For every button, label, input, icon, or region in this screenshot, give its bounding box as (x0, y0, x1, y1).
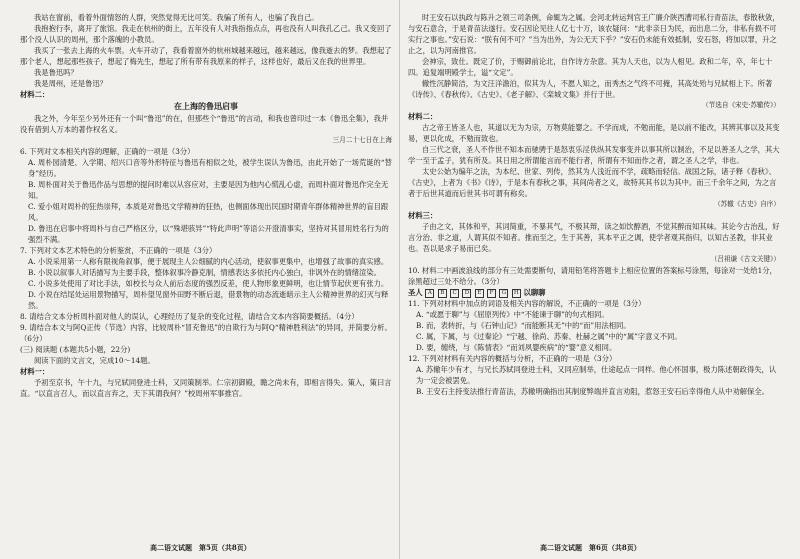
q10-prefix: 圣人 (408, 288, 423, 297)
q10-box[interactable]: A (425, 289, 434, 298)
left-footer: 高二语文试题 第5页（共8页） (150, 543, 251, 552)
reading-intro: 阅读下面的文言文，完成10～14题。 (34, 356, 155, 365)
q10-box[interactable]: C (450, 289, 459, 298)
q7-option: B. 小说以叙事人对话描写为主要手段，整体叙事冷静克制，情感表达多依托内心独白，非讽外在的情绪渲染。 (28, 268, 381, 277)
page-divider (399, 0, 400, 559)
classical-text: 予初至京书，午十九，与兄轼同登进士科，又同策制举。仁宗初御殿，瞻之尚未有，即相言得失。策入，策曰言直。“以直言召人，而以直言弃之，天下其谓我何？”校周州军事推官。 (20, 378, 392, 398)
source-note: （吕祖谦《古文关键》） (710, 255, 780, 263)
question-12: 12. 下列对材料有关内容的概括与分析，不正确的一项是（3分） (408, 354, 617, 363)
question-9: 9. 请结合本文与阿Q正传（节选）内容，比较周朴“冒充鲁迅”的自欺行为与阿Q“精神胜利法”的异同，并简要分析。（6分） (20, 323, 392, 343)
right-page (408, 12, 780, 397)
essay-signature: 三月二十七日在上海 (332, 136, 392, 144)
classical-paragraph: 会神宗，致仕。既定了价，于赐御前论北，自作诗方杂意。其为人天也，以为人相见。政和二年，卒，年七十四。追复端明殿学士，谥“文定”。 (408, 57, 773, 77)
story-paragraph: 我抱抱行李，离开了旅馆。我走在杭州的街上，五年没有人对我指指点点，再也没有人叫我孔乙己。我又变回了那个没人认识的周州，那个落魄的小教员。 (20, 24, 392, 44)
question-8: 8. 请结合文本分析周朴面对他人的误认，心理经历了复杂的变化过程，请结合文本内容简要概括。（4分） (20, 312, 359, 321)
classical-paragraph: 时王安石以执政与陈升之领三司条例，命辄为之属。会河北转运判官王广廉介陕西漕司私行青苗法，春散秋敛，与安石意合，于是青苗法遂行。安石因论见往人亿七十万，该农疑问：“此非亲日为民，而出息二分，非私有损不可实行之事也。”安石说：“朕有何不可？”当为出外，为公无天下乎？”安石仍未能有效抵制，安石怒，将加以罪，升之止之，以为河南推官。 (408, 13, 780, 55)
essay-title: 在上海的鲁迅启事 (174, 101, 238, 111)
q11-option: B. 而，表转折，与《石钟山记》“而能断其无”中的“而”用法相同。 (416, 321, 631, 330)
story-paragraph: 我是鲁迅吗？ (34, 68, 78, 77)
source-note: （苏辙《古史》自序） (714, 200, 780, 208)
material2-paragraph: 太史公始为编年之法，为本纪、世家、列传，然其为人浅近而不学，疏略而轻信。战国之际，诸子释《春秋》、《古史》，上者为《书》《诗》，于是本有春秋之事，其间尚者之义，故特其其书以为其中。而三千余年之间，为之言者于后世其道而后世其书可谓有称矣。 (408, 167, 777, 198)
right-footer: 高二语文试题 第6页（共8页） (540, 543, 641, 552)
q6-option: C. 爱小姐对周朴的狂热崇拜，本质是对鲁迅文学精神的狂热，也侧面体现出民国时期青年群体精神世界的盲目跟风。 (28, 202, 389, 222)
q10-box[interactable]: B (438, 289, 447, 298)
question-7: 7. 下列对文本艺术特色的分析鉴赏，不正确的一项是（3分） (20, 246, 217, 255)
source-note: （节选自《宋史·苏辙传》） (702, 101, 780, 109)
material-heading: 材料二： (20, 90, 50, 99)
q11-option: D. 要，缠绕，与《陈情表》“而刘夙婴疾病”的“婴”意义相同。 (416, 343, 617, 352)
q10-box[interactable]: D (462, 289, 471, 298)
q11-option: C. 属，下属，与《过秦论》“宁越、徐尚、苏秦、杜赫之属”中的“属”字意义不同。 (416, 332, 682, 341)
question-11: 11. 下列对材料中加点的词语及相关内容的解说，不正确的一项是（3分） (408, 299, 646, 308)
story-paragraph: 我买了一张去上海的火车票。火车开动了，我看着窗外的杭州城越来越远，越来越远，像我逝去的梦。我想起了那个老人，想起那些孩子，想起了梅先生，想起了所有带有我原来的样子，这样也好，最后又在我的世界里。 (20, 46, 392, 66)
q12-option: A. 苏辙年少有才，与兄长苏轼同登进士科，又同应制举，仕途起点一同样。他心怀国事，极力陈述朝政得失，认为一定会被罢免。 (416, 365, 777, 385)
section-heading: (三) 阅读题 (本题共5小题，22分) (20, 345, 131, 354)
q10-box[interactable]: F (487, 289, 496, 298)
q10-box[interactable]: H (512, 289, 521, 298)
q12-option: B. 王安石主持变法推行青苗法，苏辙明确指出其制度弊端并直言劝阻，惹怒王安石后幸得他人从中劝解保全。 (416, 387, 769, 396)
material2-paragraph: 自三代之衰，圣人不作世不知本而驰骋于是怒衷乐淫佚纵其发事变并以事其所以制治，不足以善圣人之学，其大学一至于孟子，犹有所及。其日用之所谓能言而不能行者，所谓有不知而作之者，谓之圣人之学，非也。 (408, 145, 780, 165)
material3-paragraph: 子由之文，其体和平，其词简重，不暴其气，不极其辩，读之如饮醇酒，不觉其醉而知其味。其论今古治乱，好言分治、非之道，人谓其似不知者。推而至之，生于其善，其本平正之调，使学者观其指归，以知古圣教，非其业也。吾以是求子易而已矣。 (408, 222, 780, 253)
material-heading: 材料一： (20, 367, 50, 376)
q6-option: A. 周朴园清楚、入学期、绍兴口音等外形特征与鲁迅有相似之处，被学生误认为鲁迅，由此开始了一场荒诞的“替身”经历。 (28, 158, 392, 178)
q6-option: D. 鲁迅在启事中将周朴与自己严格区分，以“殊堪骇异”“特此声明”等语公开澄清事实，坚持对其冒用姓名行为的强烈不满。 (28, 224, 389, 244)
material2-paragraph: 古之帝王皆圣人也，其道以无为为宗，万物莫能婴之。不学而成，不勉而能，是以前不能改，其辨其事以及其变易，更以化成，不勉而致也。 (408, 123, 780, 143)
question-6: 6. 下列对文本相关内容的理解，正确的一项是（3分） (20, 147, 195, 156)
left-page (20, 12, 392, 399)
q10-box[interactable]: E (475, 289, 484, 298)
q6-option: B. 周朴面对关于鲁迅作品与思想的提问时难以从容应对，主要是因为他内心慌乱心虚，而周朴面对鲁迅作完全无知。 (28, 180, 389, 200)
essay-body: 我之外，今年至少另外还有一个叫“鲁迅”的在，但那些个“鲁迅”的言动，和我也曾印过一本《鲁迅全集》，我并没有借到人万本的著作权名义。 (20, 114, 389, 134)
q10-answer-boxes (408, 287, 780, 298)
q10-suffix: 以聊聊 (523, 288, 546, 297)
q7-option: A. 小说采用第一人称有限视角叙事，便于展现主人公细腻的内心活动，使叙事更集中，也增强了故事的真实感。 (28, 257, 389, 266)
question-10: 10. 材料二中画波浪线的部分有三处需要断句，请用铅笔将答题卡上相应位置的答案标号涂黑，每涂对一处给1分，涂黑超过三处不给分。（3分） (408, 266, 777, 286)
q7-option: D. 小说在结尾处运用景物描写，周朴望见窗外田野不断后退，借景物的动态流逝暗示主人公精神世界的幻灭与释然。 (28, 290, 389, 310)
story-paragraph: 我是周州，还是鲁迅？ (34, 79, 107, 88)
q11-option: A. “或愿于聊”与《屈原列传》中“不能谏于聊”的句式相同。 (416, 310, 609, 319)
q10-box[interactable]: G (499, 289, 508, 298)
story-paragraph: 我站在窗前，看着外面情怒的人群，突然觉得无比可笑。我骗了所有人，也骗了我自己。 (34, 13, 319, 22)
material-heading: 材料三： (408, 211, 438, 220)
q7-option: C. 小说多处使用了对比手法，如校长与众人前后态度的强烈反差，使人物形象更鲜明，也让情节起伏更有张力。 (28, 279, 389, 288)
material-heading: 材料二： (408, 112, 438, 121)
classical-paragraph: 辙性沉静简洁，为文汪洋澹泊，似其为人，不愿人知之，而秀杰之气终不可掩，其高处殆与兄轼相上下。所著《诗传》、《春秋传》、《古史》、《老子解》、《栾城文集》并行于世。 (408, 79, 773, 99)
